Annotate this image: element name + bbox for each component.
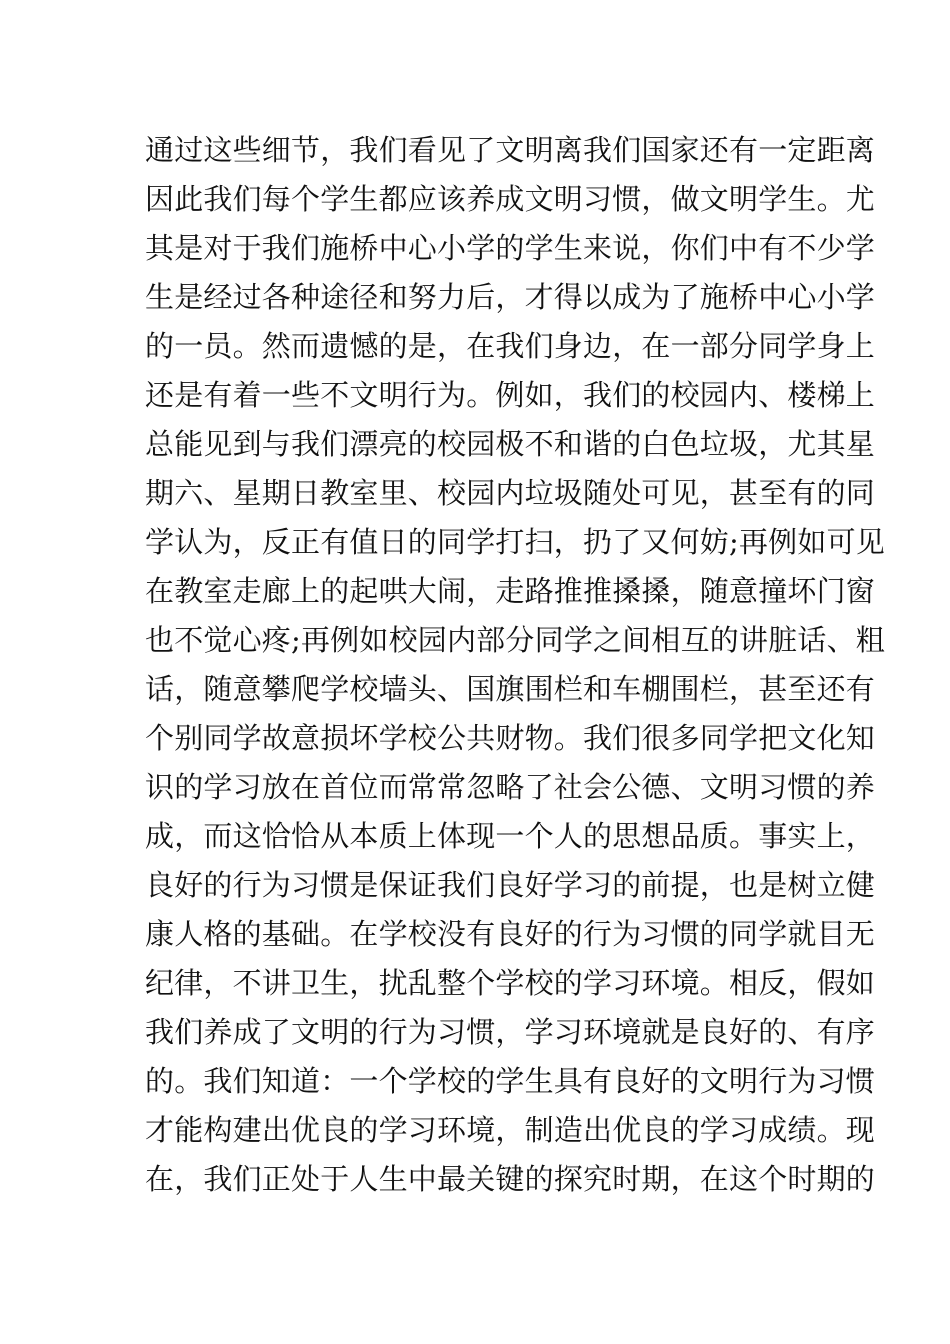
text-line: 生是经过各种途径和努力后，才得以成为了施桥中心小学 [145, 280, 876, 314]
text-line: 期六、星期日教室里、校园内垃圾随处可见，甚至有的同 [145, 476, 876, 510]
text-line: 在教室走廊上的起哄大闹，走路推推搡搡，随意撞坏门窗 [145, 574, 876, 608]
text-line: 话，随意攀爬学校墙头、国旗围栏和车棚围栏，甚至还有 [145, 672, 876, 706]
text-line: 的一员。然而遗憾的是，在我们身边，在一部分同学身上 [145, 329, 876, 363]
text-line: 因此我们每个学生都应该养成文明习惯，做文明学生。尤 [145, 182, 876, 216]
text-line: 才能构建出优良的学习环境，制造出优良的学习成绩。现 [145, 1113, 876, 1147]
text-line: 成，而这恰恰从本质上体现一个人的思想品质。事实上， [145, 819, 876, 853]
text-line: 识的学习放在首位而常常忽略了社会公德、文明习惯的养 [145, 770, 876, 804]
text-line: 总能见到与我们漂亮的校园极不和谐的白色垃圾，尤其星 [145, 427, 876, 461]
text-line: 通过这些细节，我们看见了文明离我们国家还有一定距离 [145, 133, 876, 167]
text-line: 在，我们正处于人生中最关键的探究时期，在这个时期的 [145, 1162, 876, 1196]
body-paragraph [145, 126, 885, 1204]
text-line: 也不觉心疼;再例如校园内部分同学之间相互的讲脏话、粗 [145, 623, 885, 657]
text-line: 的。我们知道：一个学校的学生具有良好的文明行为习惯 [145, 1064, 876, 1098]
text-line: 其是对于我们施桥中心小学的学生来说，你们中有不少学 [145, 231, 876, 265]
text-line: 我们养成了文明的行为习惯，学习环境就是良好的、有序 [145, 1015, 876, 1049]
text-line: 学认为，反正有值日的同学打扫，扔了又何妨;再例如可见 [145, 525, 885, 559]
text-line: 还是有着一些不文明行为。例如，我们的校园内、楼梯上 [145, 378, 876, 412]
text-line: 康人格的基础。在学校没有良好的行为习惯的同学就目无 [145, 917, 876, 951]
text-line: 纪律，不讲卫生，扰乱整个学校的学习环境。相反，假如 [145, 966, 876, 1000]
text-line: 良好的行为习惯是保证我们良好学习的前提，也是树立健 [145, 868, 876, 902]
text-line: 个别同学故意损坏学校公共财物。我们很多同学把文化知 [145, 721, 876, 755]
